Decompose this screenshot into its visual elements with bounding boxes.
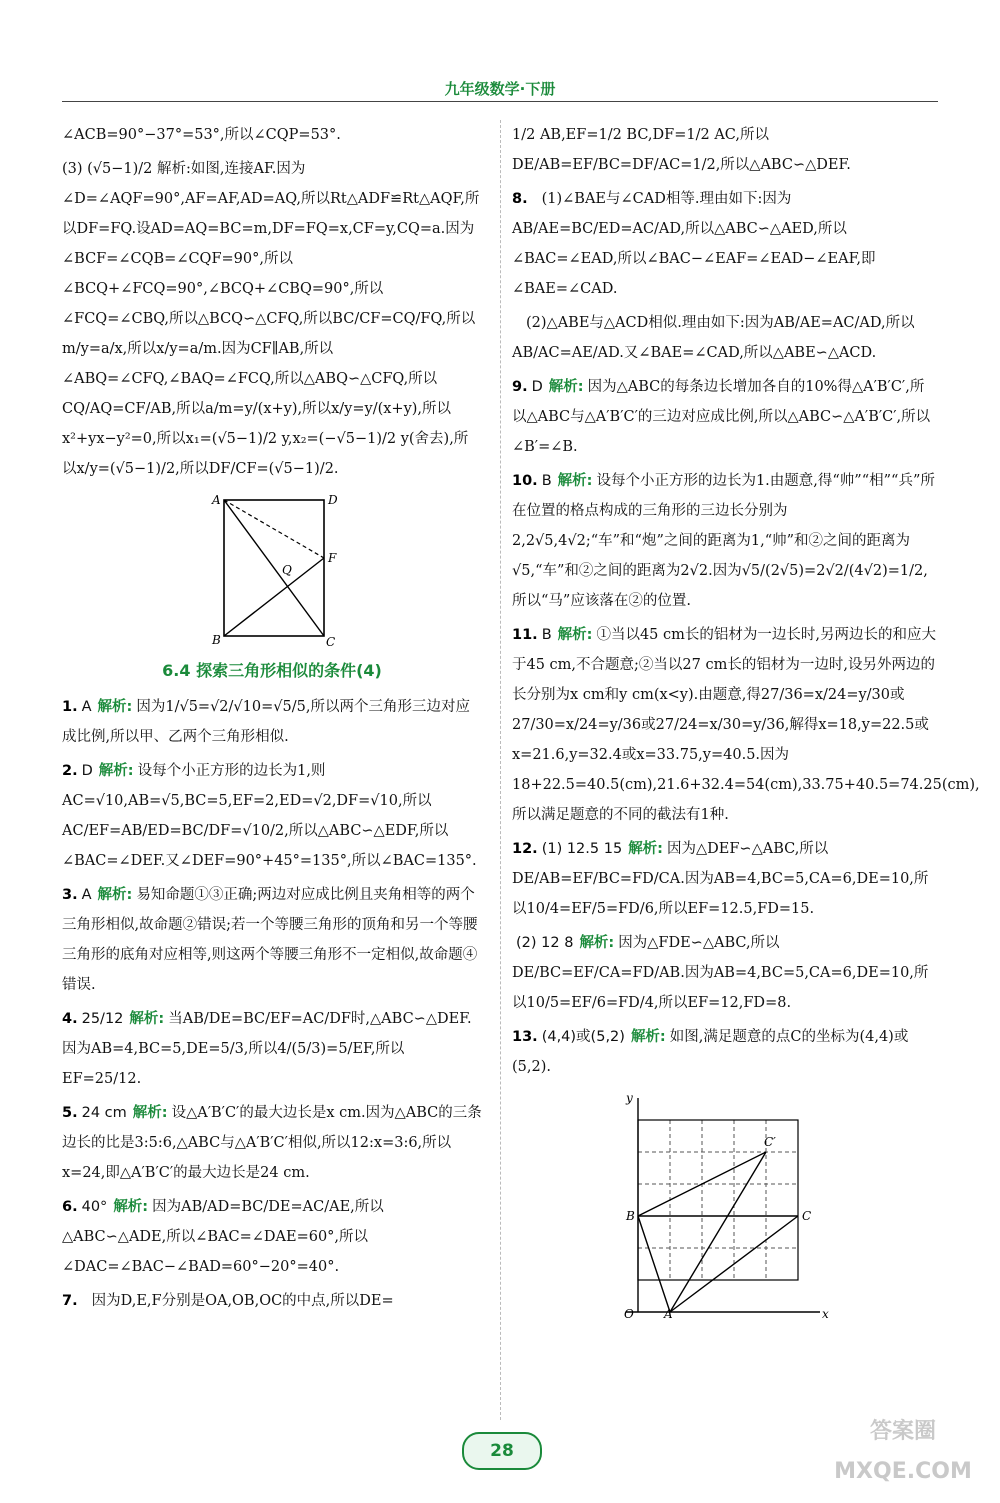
answer-item <box>512 466 938 616</box>
answer-item <box>62 1004 482 1094</box>
answer-item <box>512 928 938 1018</box>
label-y-axis: y <box>626 1091 633 1105</box>
item-text: 因为D,E,F分别是OA,OB,OC的中点,所以DE= <box>91 1293 394 1309</box>
label-A: A <box>212 493 221 507</box>
coordinate-grid-diagram <box>512 1090 938 1320</box>
answer-item <box>512 308 938 368</box>
analysis-label: 解析: <box>129 1011 165 1027</box>
item-answer: A <box>81 887 92 903</box>
answer-item <box>512 1022 938 1082</box>
analysis-label: 解析: <box>132 1105 168 1121</box>
item-text: (2)△ABE与△ACD相似.理由如下:因为AB/AE=AC/AD,所以AB/AC=AE/AD.又∠BAE=∠CAD,所以△ABE∽△ACD. <box>512 315 915 361</box>
label-C: C <box>326 635 336 648</box>
label-B: B <box>212 633 221 647</box>
item-answer: 24 cm <box>81 1105 127 1121</box>
analysis-label: 解析: <box>97 699 133 715</box>
analysis-label: 解析: <box>557 627 593 643</box>
item-text: 如图,满足题意的点C的坐标为(4,4)或(5,2). <box>512 1029 909 1075</box>
item-number: 7. <box>62 1293 78 1309</box>
item-answer: D <box>81 763 93 779</box>
answer-item <box>512 372 938 462</box>
item-number: 5. <box>62 1105 78 1121</box>
answer-item <box>62 692 482 752</box>
item-answer: (4,4)或(5,2) <box>541 1029 625 1045</box>
item-answer: 40° <box>81 1199 108 1215</box>
watermark-logo <box>818 1412 988 1498</box>
left-column <box>62 120 482 1320</box>
item-number: 9. <box>512 379 528 395</box>
item-text: 设每个小正方形的边长为1.由题意,得“帅”“相”“兵”所在位置的格点构成的三角形的三边长分别为2,2√5,4√2;“车”和“炮”之间的距离为1,“帅”和②之间的距离为√5,“车”和②之间的距离为2√2.因为√5/(2√5)=2√2/(4√2)=1/2,所以“马”应该落在②的位置. <box>512 473 935 609</box>
analysis-label: 解析: <box>579 935 615 951</box>
section-title: 6.4 探索三角形相似的条件(4) <box>162 661 382 680</box>
label-C: C <box>802 1209 812 1223</box>
item-answer: B <box>541 627 552 643</box>
label-F: F <box>328 551 337 565</box>
item-number: 10. <box>512 473 538 489</box>
item-text: 因为△ABC的每条边长增加各自的10%得△A′B′C′,所以△ABC与△A′B′C′的三边对应成比例,所以△ABC∽△A′B′C′,所以∠B′=∠B. <box>512 379 931 455</box>
item-number: 13. <box>512 1029 538 1045</box>
analysis-label: 解析: <box>628 841 663 857</box>
item-text: 设每个小正方形的边长为1,则AC=√10,AB=√5,BC=5,EF=2,ED=√2,DF=√10,所以AC/EF=AB/ED=BC/DF=√10/2,所以△ABC∽△EDF,所以∠BAC=∠DEF.又∠DEF=90°+45°=135°,所以∠BAC=135°. <box>62 763 477 869</box>
answer-item <box>62 1286 482 1316</box>
watermark-url: MXQE.COM <box>834 1459 972 1484</box>
item-answer: D <box>531 379 543 395</box>
label-B: B <box>626 1209 635 1223</box>
item-number: 8. <box>512 191 528 207</box>
item-number: 3. <box>62 887 78 903</box>
item-text: 因为1/√5=√2/√10=√5/5,所以两个三角形三边对应成比例,所以甲、乙两个三角形相似. <box>62 699 470 745</box>
item-number: 2. <box>62 763 78 779</box>
analysis-label: 解析: <box>557 473 593 489</box>
label-O: O <box>624 1307 634 1320</box>
item-text: 当AB/DE=BC/EF=AC/DF时,△ABC∽△DEF.因为AB=4,BC=5,DE=5/3,所以4/(5/3)=5/EF,所以EF=25/12. <box>62 1011 472 1087</box>
right-column <box>512 120 980 1320</box>
label-Q: Q <box>282 563 292 577</box>
paragraph: ∠ACB=90°−37°=53°,所以∠CQP=53°. <box>62 127 341 143</box>
item-text: (1)∠BAE与∠CAD相等.理由如下:因为AB/AE=BC/ED=AC/AD,所以△ABC∽△AED,所以∠BAC=∠EAD,所以∠BAC−∠EAF=∠EAD−∠EAF,即∠BAE=∠CAD. <box>512 191 876 297</box>
item-answer: A <box>81 699 92 715</box>
item-text: 易知命题①③正确;两边对应成比例且夹角相等的两个三角形相似,故命题②错误;若一个等腰三角形的顶角和另一个等腰三角形的底角对应相等,则这两个等腰三角形不一定相似,故命题④错误. <box>62 887 478 993</box>
analysis-label: 解析: <box>97 887 133 903</box>
item-number: 11. <box>512 627 538 643</box>
item-text: 因为△DEF∽△ABC,所以DE/AB=EF/BC=FD/CA.因为AB=4,BC=5,CA=6,DE=10,所以10/4=EF/5=FD/6,所以EF=12.5,FD=15. <box>512 841 929 917</box>
column-divider <box>500 120 501 1420</box>
paragraph: 1/2 AB,EF=1/2 BC,DF=1/2 AC,所以DE/AB=EF/BC=DF/AC=1/2,所以△ABC∽△DEF. <box>512 127 851 173</box>
paragraph: (3) (√5−1)/2 解析:如图,连接AF.因为∠D=∠AQF=90°,AF=AF,AD=AQ,所以Rt△ADF≌Rt△AQF,所以DF=FQ.设AD=AQ=BC=m,DF=FQ=x,CF=y,CQ=a.因为∠BCF=∠CQB=∠CQF=90°,所以∠BCQ+∠FCQ=90°,∠BCQ+∠CBQ=90°,所以∠FCQ=∠CBQ,所以△BCQ∽△CFQ,所以BC/CF=CQ/FQ,所以m/y=a/x,所以x/y=a/m.因为CF∥AB,所以∠ABQ=∠CFQ,∠BAQ=∠FCQ,所以△ABQ∽△CFQ,所以CQ/AQ=CF/AB,所以a/m=y/(x+y),所以x/y=y/(x+y),所以x²+yx−y²=0,所以x₁=(√5−1)/2 y,x₂=(−√5−1)/2 y(舍去),所以x/y=(√5−1)/2,所以DF/CF=(√5−1)/2. <box>62 161 480 477</box>
item-text: ①当以45 cm长的铝材为一边长时,另两边长的和应大于45 cm,不合题意;②当以27 cm长的铝材为一边时,设另外两边的长分别为x cm和y cm(x<y).由题意,得27/36=x/24=y/30或27/30=x/24=y/36或27/24=x/30=y/36,解得x=18,y=22.5或x=21.6,y=32.4或x=33.75,y=40.5.因为18+22.5=40.5(cm),21.6+32.4=54(cm),33.75+40.5=74.25(cm),所以满足题意的不同的截法有1种. <box>512 627 980 823</box>
page-header: 九年级数学·下册 <box>444 80 556 98</box>
answer-item <box>62 880 482 1000</box>
label-x-axis: x <box>822 1307 829 1320</box>
rectangle-diagram <box>62 488 482 648</box>
page-number: 28 <box>462 1432 542 1470</box>
item-answer: B <box>541 473 552 489</box>
item-number: 1. <box>62 699 78 715</box>
analysis-label: 解析: <box>113 1199 149 1215</box>
rectangle-figure <box>62 488 482 648</box>
answer-item <box>62 1098 482 1188</box>
item-answer: 25/12 <box>81 1011 124 1027</box>
grid-figure <box>512 1090 938 1320</box>
label-C-prime: C′ <box>764 1135 776 1149</box>
answer-item <box>512 620 980 830</box>
answer-item <box>62 1192 482 1282</box>
answer-item <box>512 184 938 304</box>
item-text: 因为△FDE∽△ABC,所以DE/BC=EF/CA=FD/AB.因为AB=4,BC=5,CA=6,DE=10,所以10/5=EF/6=FD/4,所以EF=12,FD=8. <box>512 935 929 1011</box>
header-rule <box>62 101 938 102</box>
item-text: 设△A′B′C′的最大边长是x cm.因为△ABC的三条边长的比是3:5:6,△ABC与△A′B′C′相似,所以12:x=3:6,所以x=24,即△A′B′C′的最大边长是24 cm. <box>62 1105 482 1181</box>
analysis-label: 解析: <box>630 1029 666 1045</box>
label-A: A <box>664 1307 673 1320</box>
item-text: 因为AB/AD=BC/DE=AC/AE,所以△ABC∽△ADE,所以∠BAC=∠DAE=60°,所以∠DAC=∠BAC−∠BAD=60°−20°=40°. <box>62 1199 384 1275</box>
item-number: 6. <box>62 1199 78 1215</box>
analysis-label: 解析: <box>98 763 134 779</box>
item-answer: (1) 12.5 15 <box>541 841 623 857</box>
label-D: D <box>328 493 338 507</box>
answer-item <box>512 834 938 924</box>
item-answer: (2) 12 8 <box>516 935 574 951</box>
item-number: 12. <box>512 841 538 857</box>
watermark-text: 答案圈 <box>869 1419 936 1444</box>
analysis-label: 解析: <box>548 379 584 395</box>
answer-item <box>62 756 482 876</box>
item-number: 4. <box>62 1011 78 1027</box>
